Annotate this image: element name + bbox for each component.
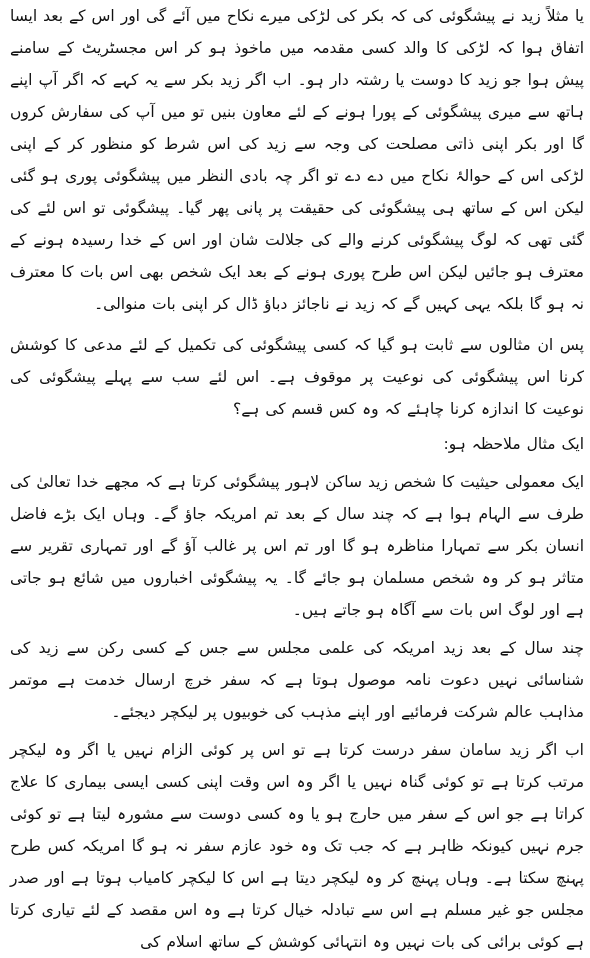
paragraph-example-heading: ایک مثال ملاحظہ ہو: [443,435,584,453]
paragraph-zaid-lahore: ایک معمولی حیثیت کا شخص زید ساکن لاہور پیشگوئی کرتا ہے کہ مجھے خدا تعالیٰ کی طرف سے الہام ہوا ہے کہ چند سال کے بعد تم امریکہ جاؤ گے۔ وہاں ایک بڑے فاضل انسان بکر سے تمہارا مناظرہ ہو گا اور تم اس پر غالب آؤ گے اور تمہاری تقریر سے متاثر ہو کر وہ شخص مسلمان ہو جائے گا۔ یہ پیشگوئی اخباروں میں شائع ہو جاتی ہے اور لوگ اس بات سے آگاہ ہو جاتے ہیں۔ [10,473,584,619]
paragraph-invitation: چند سال کے بعد زید امریکہ کی علمی مجلس سے جس کے کسی رکن سے زید کی شناسائی نہیں دعوت نامہ موصول ہوتا ہے کہ سفر خرچ ارسال خدمت ہے موتمر مذاہب عالم شرکت فرمائیے اور اپنے مذہب کی خوبیوں پر لیکچر دیجئے۔ [10,639,584,721]
paragraph-travel-preparation: اب اگر زید سامان سفر درست کرتا ہے تو اس پر کوئی الزام نہیں یا اگر وہ لیکچر مرتب کرتا ہے تو کوئی گناہ نہیں یا اگر وہ اس وقت اپنی کسی ایسی بیماری کا علاج کراتا ہے جو اس کے سفر میں حارج ہو یا وہ کسی دوست سے مشورہ لیتا ہے تو کوئی جرم نہیں کیونکہ ظاہر ہے کہ جب تک وہ خود عازم سفر نہ ہو گا امریکہ کس طرح پہنچ سکتا ہے۔ وہاں پہنچ کر وہ لیکچر دیتا ہے اس کا لیکچر کامیاب ہوتا ہے اور صدر مجلس جو غیر مسلم ہے اس سے تبادلہ خیال کرتا ہے وہ اس مقصد کے لئے تیاری کرتا ہے کوئی برائی کی بات نہیں وہ انتہائی کوشش کے ساتھ اسلام کی [10,741,584,951]
paragraph-conclusion: پس ان مثالوں سے ثابت ہو گیا کہ کسی پیشگوئی کی تکمیل کے لئے مدعی کا کوشش کرنا اس پیشگوئی کی نوعیت پر موقوف ہے۔ اس لئے سب سے پہلے پیشگوئی کی نوعیت کا اندازہ کرنا چاہئے کہ وہ کس قسم کی ہے؟ [10,336,584,418]
urdu-text-page [10,0,584,951]
paragraph-prophecy-example: یا مثلاً زید نے پیشگوئی کی کہ بکر کی لڑکی میرے نکاح میں آئے گی اور اس کے بعد ایسا اتفاق ہوا کہ لڑکی کا والد کسی مقدمہ میں ماخوذ ہو کر اس مجسٹریٹ کے سامنے پیش ہوا جو زید کا دوست یا رشتہ دار ہو۔ اب اگر زید بکر سے یہ کہے کہ اگر آپ اپنے ہاتھ سے میری پیشگوئی کے پورا ہونے کے لئے معاون بنیں تو میں آپ کی سفارش کروں گا اور بکر اپنی ذاتی مصلحت کی وجہ سے زید کی اس شرط کو منظور کر کے اپنی لڑکی اس کے حوالۂ نکاح میں دے دے تو اگر چہ بادی النظر میں پیشگوئی پوری ہو گئی لیکن اس کے ساتھ ہی پیشگوئی کی حقیقت پر پانی پھر گیا۔ پیشگوئی تو اس لئے کی گئی تھی کہ لوگ پیشگوئی کرنے والے کی جلالت شان اور اس کے خدا رسیدہ ہونے کے معترف ہو جائیں لیکن اس طرح پوری ہونے کے بعد ایک شخص بھی اس بات کا معترف نہ ہو گا بلکہ یہی کہیں گے کہ زید نے ناجائز دباؤ ڈال کر اپنی بات منوالی۔ [10,7,584,313]
